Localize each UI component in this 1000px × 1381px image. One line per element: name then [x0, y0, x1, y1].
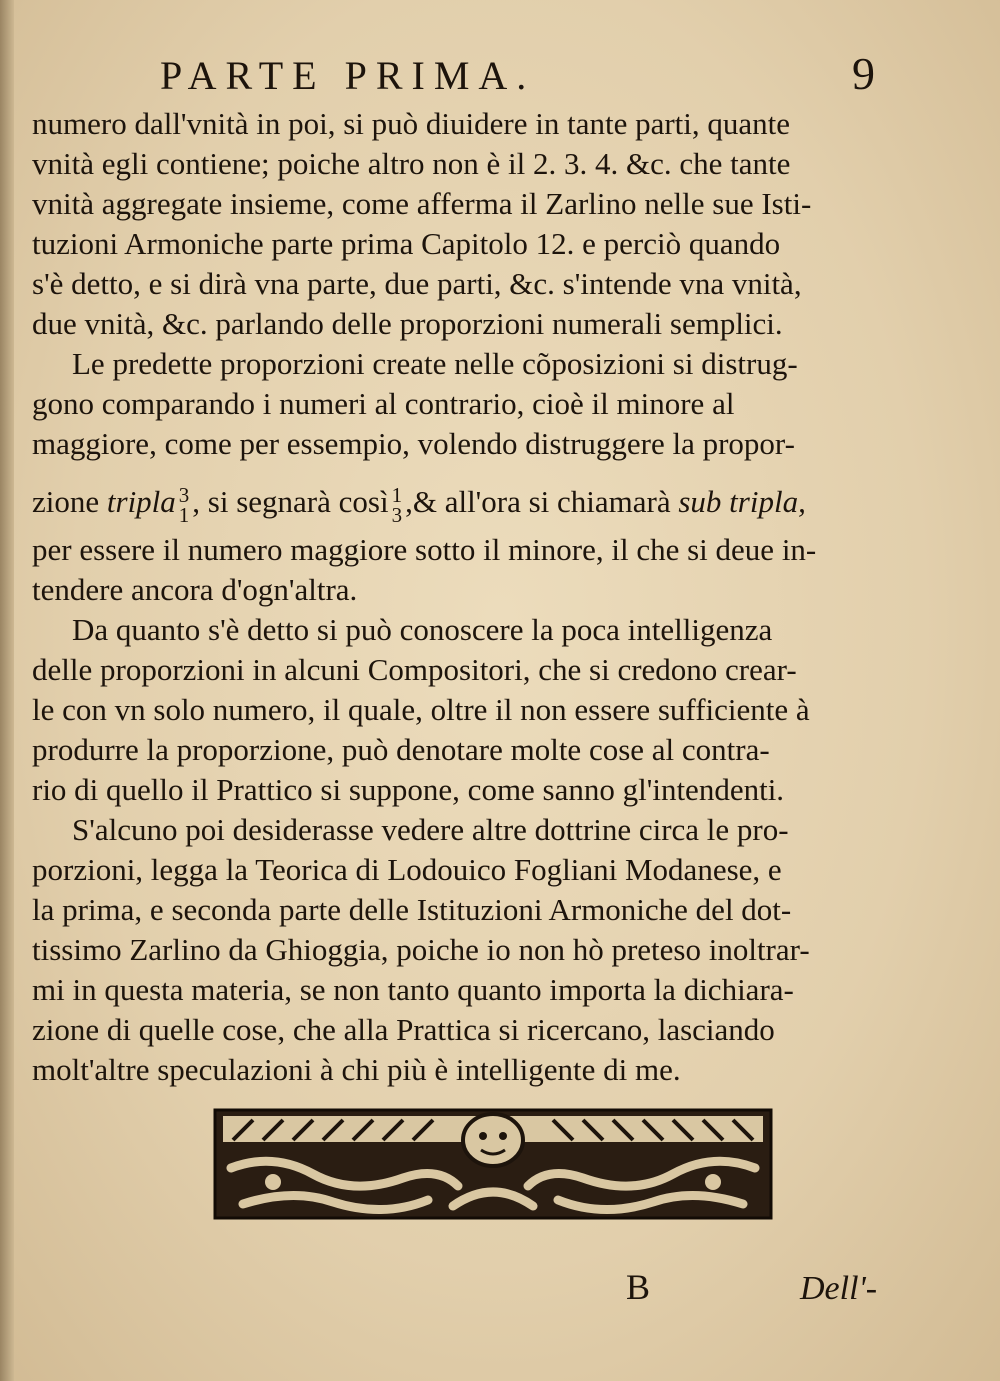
text-line: delle proporzioni in alcuni Compositori, che si credono crear- [32, 652, 797, 687]
text-line: tissimo Zarlino da Ghioggia, poiche io non hò preteso inoltrar- [32, 932, 810, 967]
fraction-line-prefix: zione [32, 484, 100, 519]
text-line: tuzioni Armoniche parte prima Capitolo 12. e perciò quando [32, 226, 781, 261]
running-title: PARTE PRIMA. [160, 53, 536, 98]
fraction-one-over-three [391, 482, 403, 527]
page-number: 9 [852, 48, 875, 99]
body-text [32, 104, 950, 1087]
text-line: vnità aggregate insieme, come afferma il Zarlino nelle sue Isti- [32, 186, 812, 221]
text-line: le con vn solo numero, il quale, oltre il non essere sufficiente à [32, 692, 810, 727]
text-line: molt'altre speculazioni à chi più è intelligente di me. [32, 1052, 681, 1087]
text-line: numero dall'vnità in poi, si può diuidere in tante parti, quante [32, 106, 791, 141]
text-line: zione di quelle cose, che alla Prattica si ricercano, lasciando [32, 1012, 775, 1047]
fraction-numerator: 1 [391, 482, 403, 507]
text-line: tendere ancora d'ogn'altra. [32, 572, 358, 607]
text-line: mi in questa materia, se non tanto quanto importa la dichiara- [32, 972, 794, 1007]
fraction-denominator: 1 [178, 502, 190, 527]
fraction-line [32, 472, 950, 532]
subtripla-word: sub tripla, [678, 484, 806, 519]
text-line: per essere il numero maggiore sotto il minore, il che si deue in- [32, 532, 817, 567]
text-line: la prima, e seconda parte delle Istituzioni Armoniche del dot- [32, 892, 792, 927]
text-line: porzioni, legga la Teorica di Lodouico Fogliani Modanese, e [32, 852, 782, 887]
catchword: Dell'- [800, 1270, 878, 1307]
text-line: maggiore, come per essempio, volendo distruggere la propor- [32, 426, 795, 461]
text-line: s'è detto, e si dirà vna parte, due parti, &c. s'intende vna vnità, [32, 266, 802, 301]
fraction-numerator: 3 [178, 482, 190, 507]
fraction-line-suffix: ,& all'ora si chiamarà [405, 484, 671, 519]
text-line: produrre la proporzione, può denotare molte cose al contra- [32, 732, 770, 767]
text-line: Le predette proporzioni create nelle cõposizioni si distrug- [72, 346, 798, 381]
text-line: gono comparando i numeri al contrario, cioè il minore al [32, 386, 735, 421]
page-gutter-edge [0, 0, 14, 1381]
text-line: S'alcuno poi desiderasse vedere altre dottrine circa le pro- [72, 812, 789, 847]
text-line: due vnità, &c. parlando delle proporzioni numerali semplici. [32, 306, 783, 341]
tripla-word: tripla [106, 484, 176, 519]
fraction-line-middle: , si segnarà così [192, 484, 389, 519]
text-line: vnità egli contiene; poiche altro non è il 2. 3. 4. &c. che tante [32, 146, 791, 181]
fraction-three-over-one [178, 482, 190, 527]
fraction-denominator: 3 [391, 502, 403, 527]
signature-mark: B [626, 1267, 651, 1307]
text-line: Da quanto s'è detto si può conoscere la poca intelligenza [72, 612, 773, 647]
text-line: rio di quello il Prattico si suppone, come sanno gl'intendenti. [32, 772, 785, 807]
woodcut-ornament-icon [213, 1108, 773, 1220]
